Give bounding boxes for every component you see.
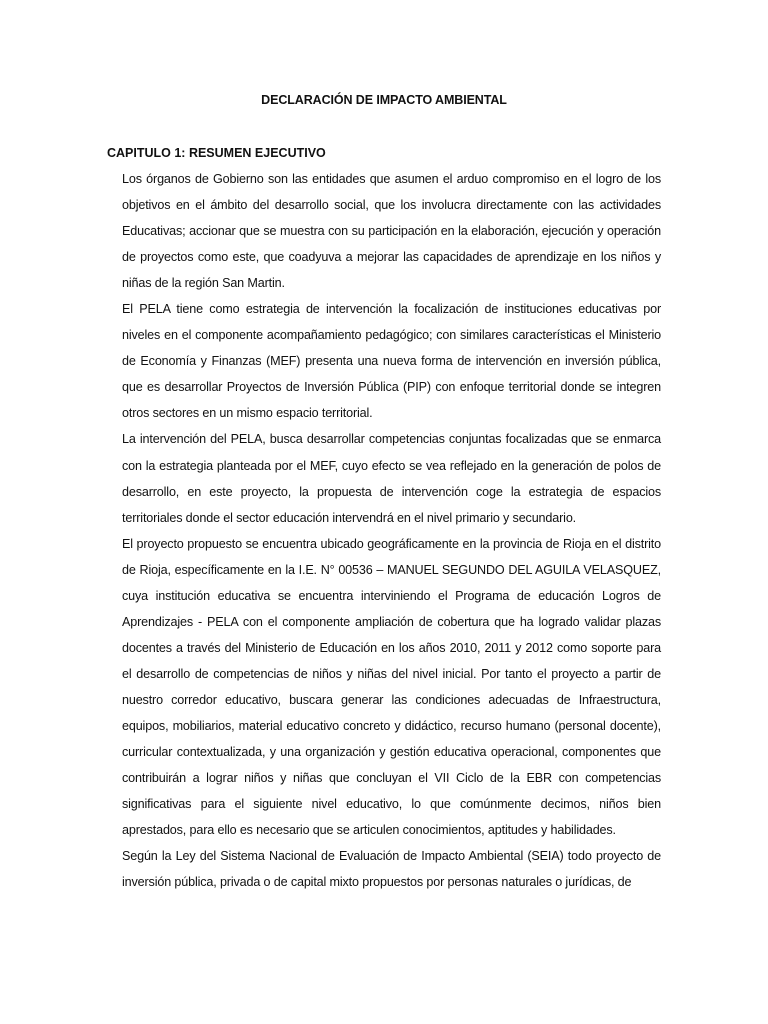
- paragraph-2: El PELA tiene como estrategia de intervención la focalización de instituciones educativas por niveles en el componente acompañamiento pedagógico; con similares características el Ministerio de Economía y Finanzas (MEF) presenta una nueva forma de intervención en inversión pública, que es desarrollar Proyectos de Inversión Pública (PIP) con enfoque territorial donde se integren otros sectores en un mismo espacio territorial.: [122, 302, 661, 421]
- paragraph-3: La intervención del PELA, busca desarrollar competencias conjuntas focalizadas que se enmarca con la estrategia planteada por el MEF, cuyo efecto se vea reflejado en la generación de polos de desarrollo, en este proyecto, la propuesta de intervención coge la estrategia de espacios territoriales donde el sector educación intervendrá en el nivel primario y secundario.: [122, 432, 661, 525]
- paragraph-1: Los órganos de Gobierno son las entidades que asumen el arduo compromiso en el logro de los objetivos en el ámbito del desarrollo social, que los involucra directamente con las actividades Educativas; accionar que se muestra con su participación en la elaboración, ejecución y operación de proyectos como este, que coadyuva a mejorar las capacidades de aprendizaje en los niños y niñas de la región San Martin.: [122, 172, 661, 291]
- body-text: [122, 166, 661, 895]
- chapter-heading: CAPITULO 1: RESUMEN EJECUTIVO: [107, 146, 326, 160]
- document-title: DECLARACIÓN DE IMPACTO AMBIENTAL: [261, 93, 507, 107]
- paragraph-4: El proyecto propuesto se encuentra ubicado geográficamente en la provincia de Rioja en el distrito de Rioja, específicamente en la I.E. N° 00536 – MANUEL SEGUNDO DEL AGUILA VELASQUEZ, cuya institución educativa se encuentra interviniendo el Programa de educación Logros de Aprendizajes - PELA con el componente ampliación de cobertura que ha logrado validar plazas docentes a través del Ministerio de Educación en los años 2010, 2011 y 2012 como soporte para el desarrollo de competencias de niños y niñas del nivel inicial. Por tanto el proyecto a partir de nuestro corredor educativo, buscara generar las condiciones adecuadas de Infraestructura, equipos, mobiliarios, material educativo concreto y didáctico, recurso humano (personal docente), curricular contextualizada, y una organización y gestión educativa operacional, componentes que contribuirán a lograr niños y niñas que concluyan el VII Ciclo de la EBR con competencias significativas para el siguiente nivel educativo, lo que comúnmente decimos, niños bien aprestados, para ello es necesario que se articulen conocimientos, aptitudes y habilidades.: [122, 536, 661, 838]
- paragraph-5: Según la Ley del Sistema Nacional de Evaluación de Impacto Ambiental (SEIA) todo proyecto de inversión pública, privada o de capital mixto propuestos por personas naturales o jurídicas, de: [122, 849, 661, 890]
